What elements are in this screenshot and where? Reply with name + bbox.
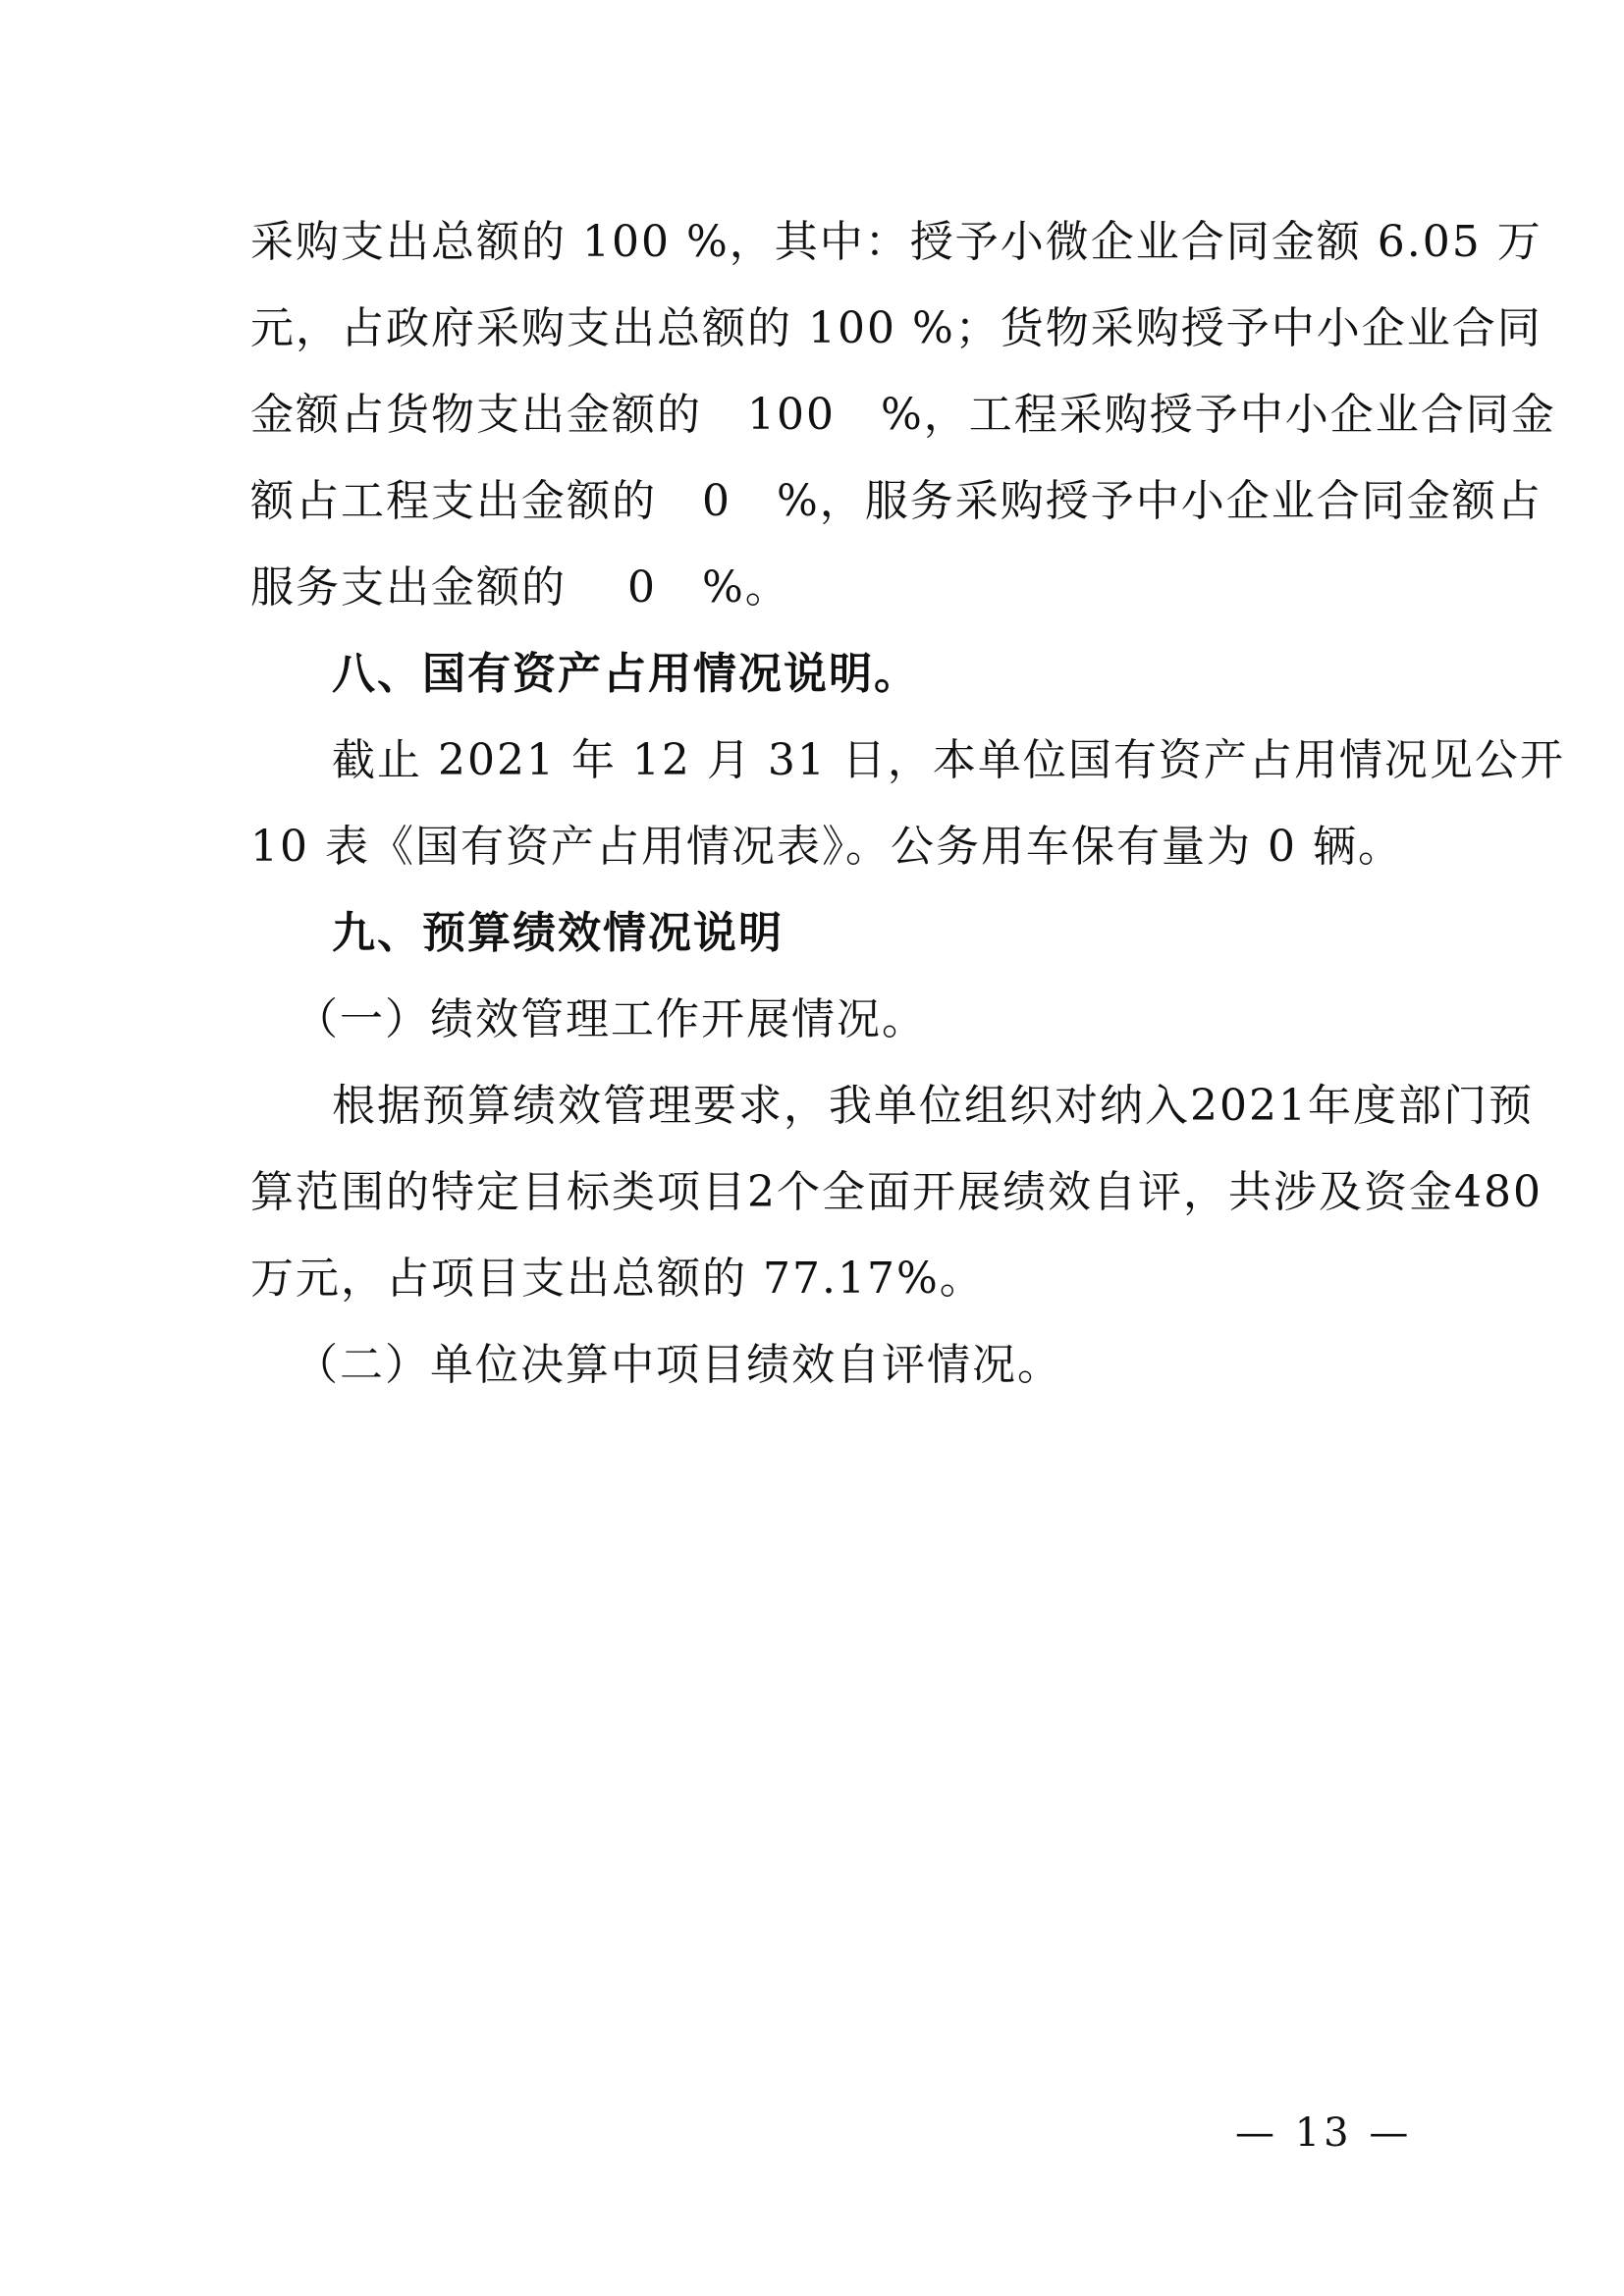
section-9-sub-2: （二）单位决算中项目绩效自评情况。 [295, 1340, 1062, 1390]
page-number: — 13 — [1235, 2110, 1413, 2156]
section-8-heading: 八、国有资产占用情况说明。 [332, 649, 919, 699]
section-8-line-2: 10 表《国有资产占用情况表》。公务用车保有量为 0 辆。 [250, 822, 1403, 872]
body-line-2: 元，占政府采购支出总额的 100 %；货物采购授予中小企业合同 [250, 303, 1543, 353]
section-9-line-1: 根据预算绩效管理要求，我单位组织对纳入2021年度部门预 [332, 1081, 1534, 1131]
section-9-line-3: 万元，占项目支出总额的 77.17%。 [250, 1254, 985, 1304]
section-9-heading: 九、预算绩效情况说明 [332, 908, 784, 958]
body-line-4: 额占工程支出金额的 0 %，服务采购授予中小企业合同金额占 [250, 476, 1543, 526]
section-9-line-2: 算范围的特定目标类项目2个全面开展绩效自评，共涉及资金480 [250, 1167, 1543, 1217]
body-line-5: 服务支出金额的 0 %。 [250, 562, 790, 613]
body-line-3: 金额占货物支出金额的 100 %，工程采购授予中小企业合同金 [250, 390, 1556, 440]
body-line-1: 采购支出总额的 100 %，其中：授予小微企业合同金额 6.05 万 [250, 217, 1543, 267]
section-8-line-1: 截止 2021 年 12 月 31 日，本单位国有资产占用情况见公开 [332, 735, 1565, 785]
section-9-sub-1: （一）绩效管理工作开展情况。 [295, 994, 927, 1044]
